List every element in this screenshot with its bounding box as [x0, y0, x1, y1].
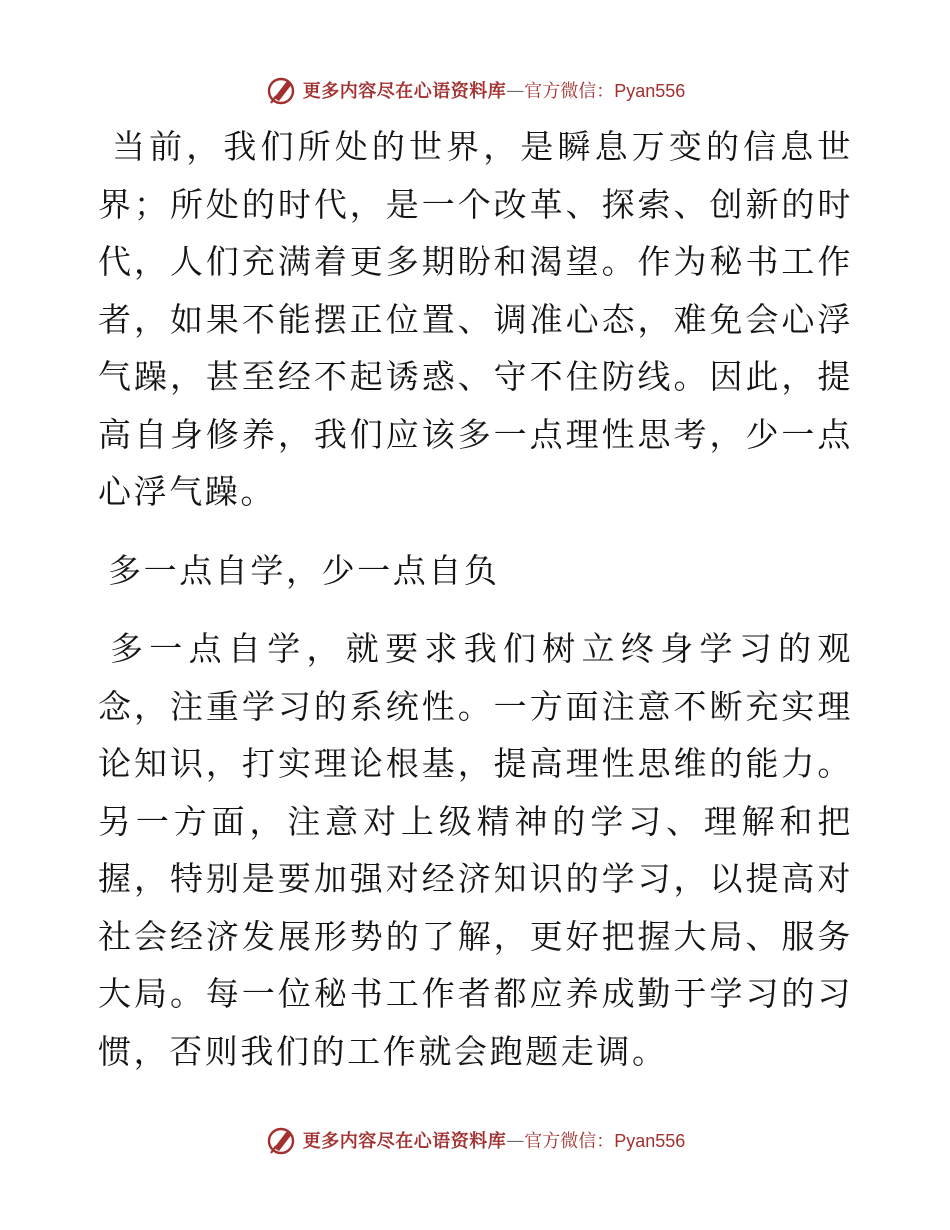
banner-title: 更多内容尽在心语资料库	[302, 81, 507, 102]
footer-banner	[0, 1120, 950, 1160]
paragraph-intro: 当前，我们所处的世界，是瞬息万变的信息世界；所处的时代，是一个改革、探索、创新的时代，人们充满着更多期盼和渴望。作为秘书工作者，如果不能摆正位置、调准心态，难免会心浮气躁，甚至经不起诱惑、守不住防线。因此，提高自身修养，我们应该多一点理性思考，少一点心浮气躁。	[98, 127, 853, 511]
section-heading: 多一点自学，少一点自负	[108, 550, 500, 590]
document-body	[98, 118, 853, 1080]
banner-separator: —	[506, 1129, 525, 1151]
banner-separator: —	[506, 79, 525, 101]
banner-wechat: 官方微信：Pyan556	[524, 81, 686, 101]
pen-logo-icon	[265, 73, 299, 107]
pen-logo-icon	[265, 1123, 299, 1157]
banner-title: 更多内容尽在心语资料库	[302, 1131, 507, 1152]
banner-wechat: 官方微信：Pyan556	[524, 1131, 686, 1151]
paragraph-self-study: 多一点自学，就要求我们树立终身学习的观念，注重学习的系统性。一方面注意不断充实理论知识，打实理论根基，提高理性思维的能力。另一方面，注意对上级精神的学习、理解和把握，特别是要加强对经济知识的学习，以提高对社会经济发展形势的了解，更好把握大局、服务大局。每一位秘书工作者都应养成勤于学习的习惯，否则我们的工作就会跑题走调。	[98, 629, 853, 1071]
header-banner	[0, 70, 950, 110]
